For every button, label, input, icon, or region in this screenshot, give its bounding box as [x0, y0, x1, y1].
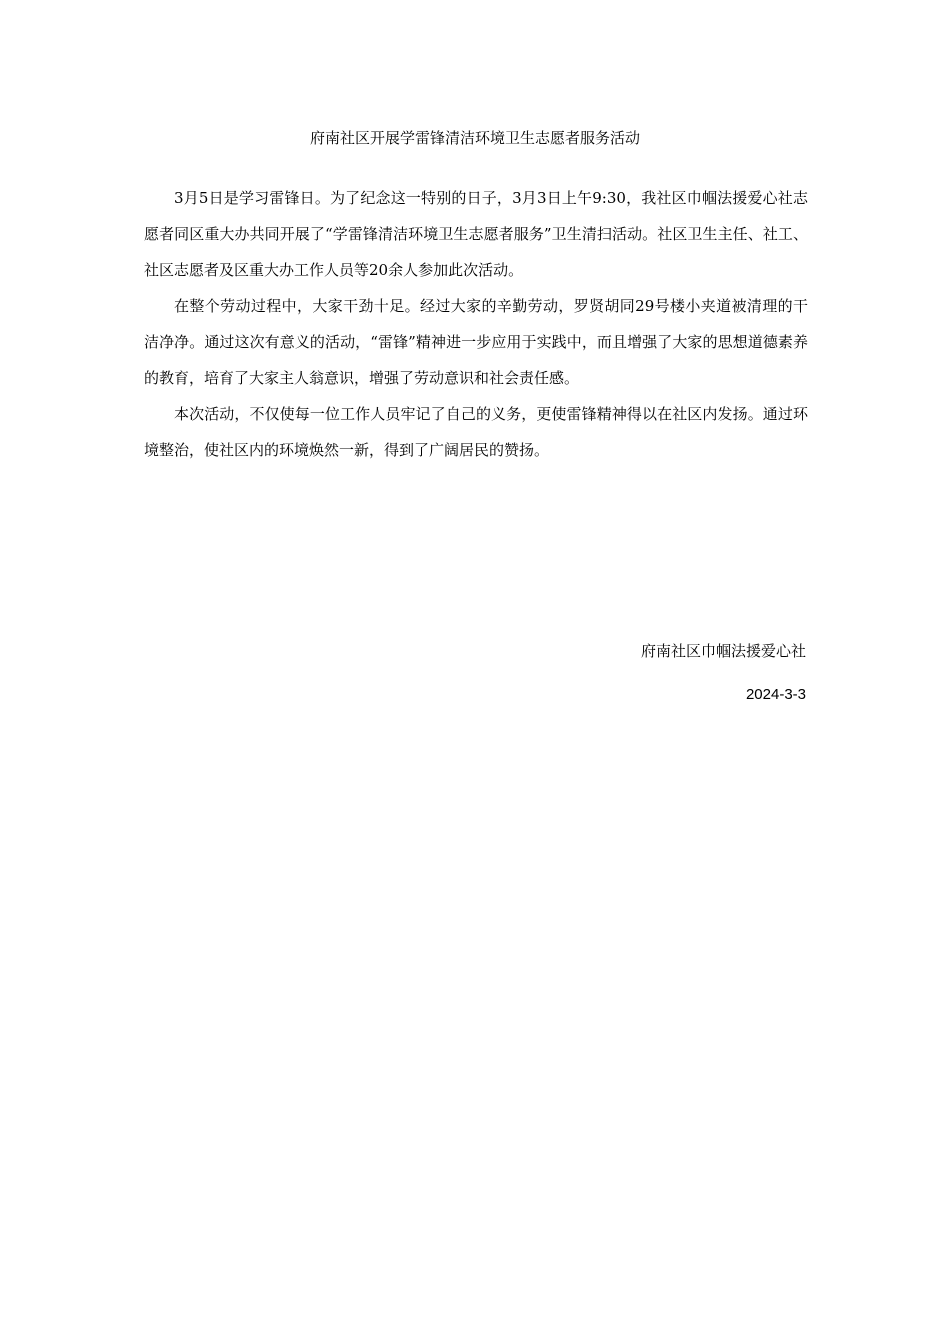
signature-date: 2024-3-3 — [745, 686, 806, 703]
body-paragraph-3: 本次活动，不仅使每一位工作人员牢记了自己的义务，更使雷锋精神得以在社区内发扬。通过环境整治，使社区内的环境焕然一新，得到了广阔居民的赞扬。 — [144, 405, 808, 459]
body-paragraph-2: 在整个劳动过程中，大家干劲十足。经过大家的辛勤劳动，罗贤胡同29号楼小夹道被清理的干洁净净。通过这次有意义的活动，“雷锋”精神进一步应用于实践中，而且增强了大家的思想道德素养的教育，培育了大家主人翁意识，增强了劳动意识和社会责任感。 — [144, 297, 808, 387]
body-paragraph-1: 3月5日是学习雷锋日。为了纪念这一特别的日子，3月3日上午9:30，我社区巾帼法援爱心社志愿者同区重大办共同开展了“学雷锋清洁环境卫生志愿者服务”卫生清扫活动。社区卫生主任、社工、社区志愿者及区重大办工作人员等20余人参加此次活动。 — [144, 189, 808, 279]
document-body — [144, 180, 808, 468]
document-title: 府南社区开展学雷锋清洁环境卫生志愿者服务活动 — [309, 129, 640, 147]
signature-organization: 府南社区巾帼法援爱心社 — [640, 642, 806, 660]
